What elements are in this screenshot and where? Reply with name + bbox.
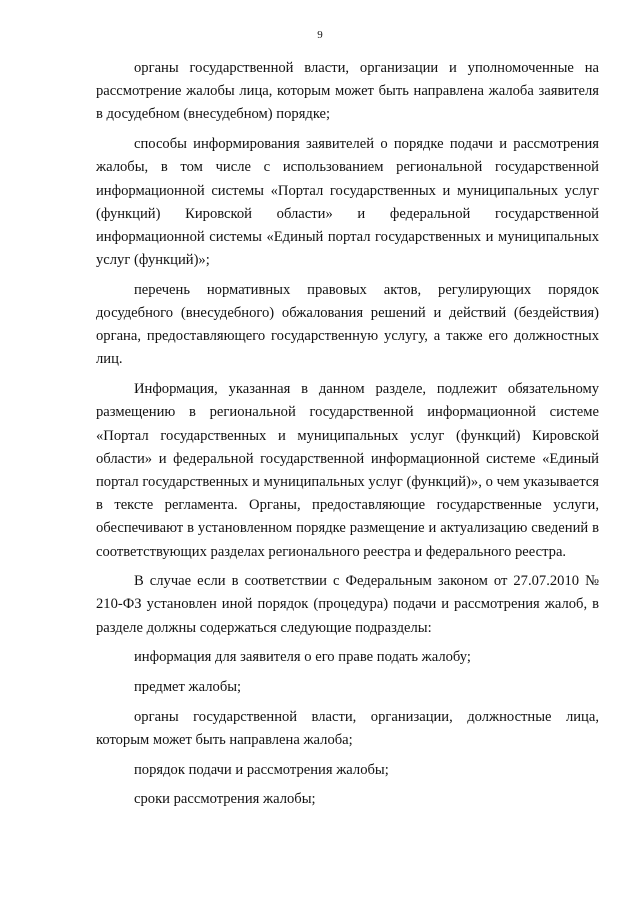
document-body [96,57,599,812]
list-item: информация для заявителя о его праве подать жалобу; [134,649,471,666]
list-item: предмет жалобы; [134,679,242,696]
paragraph: органы государственной власти, организации и уполномоченные на рассмотрение жалобы лица, которым может быть направлена жалоба заявителя в досудебном (внесудебном) порядке; [96,60,599,123]
list-item: порядок подачи и рассмотрения жалобы; [134,761,389,778]
list-item: сроки рассмотрения жалобы; [134,791,316,808]
list-item: органы государственной власти, организации, должностные лица, которым может быть направлена жалоба; [96,708,599,748]
paragraph: В случае если в соответствии с Федеральным законом от 27.07.2010 № 210-ФЗ установлен иной порядок (процедура) подачи и рассмотрения жалоб, в разделе должны содержаться следующие подразделы: [96,573,599,636]
paragraph: способы информирования заявителей о порядке подачи и рассмотрения жалобы, в том числе с использованием региональной государственной информационной системы «Портал государственных и муниципальных услуг (функций) Кировской области» и федеральной государственной информационной системы «Единый портал государственных и муниципальных услуг (функций)»; [96,136,599,269]
paragraph: перечень нормативных правовых актов, регулирующих порядок досудебного (внесудебного) обжалования решений и действий (бездействия) органа, предоставляющего государственную услугу, а также его должностных лиц. [96,281,599,368]
paragraph: Информация, указанная в данном разделе, подлежит обязательному размещению в региональной государственной информационной системе «Портал государственных и муниципальных услуг (функций) Кировской области» и федеральной государственной информационной системе «Единый портал государственных и муниципальных услуг (функций)», о чем указывается в тексте регламента. Органы, предоставляющие государственные услуги, обеспечивают в установленном порядке размещение и актуализацию сведений в соответствующих разделах регионального реестра и федерального реестра. [96,381,599,560]
page-number: 9 [317,29,323,41]
